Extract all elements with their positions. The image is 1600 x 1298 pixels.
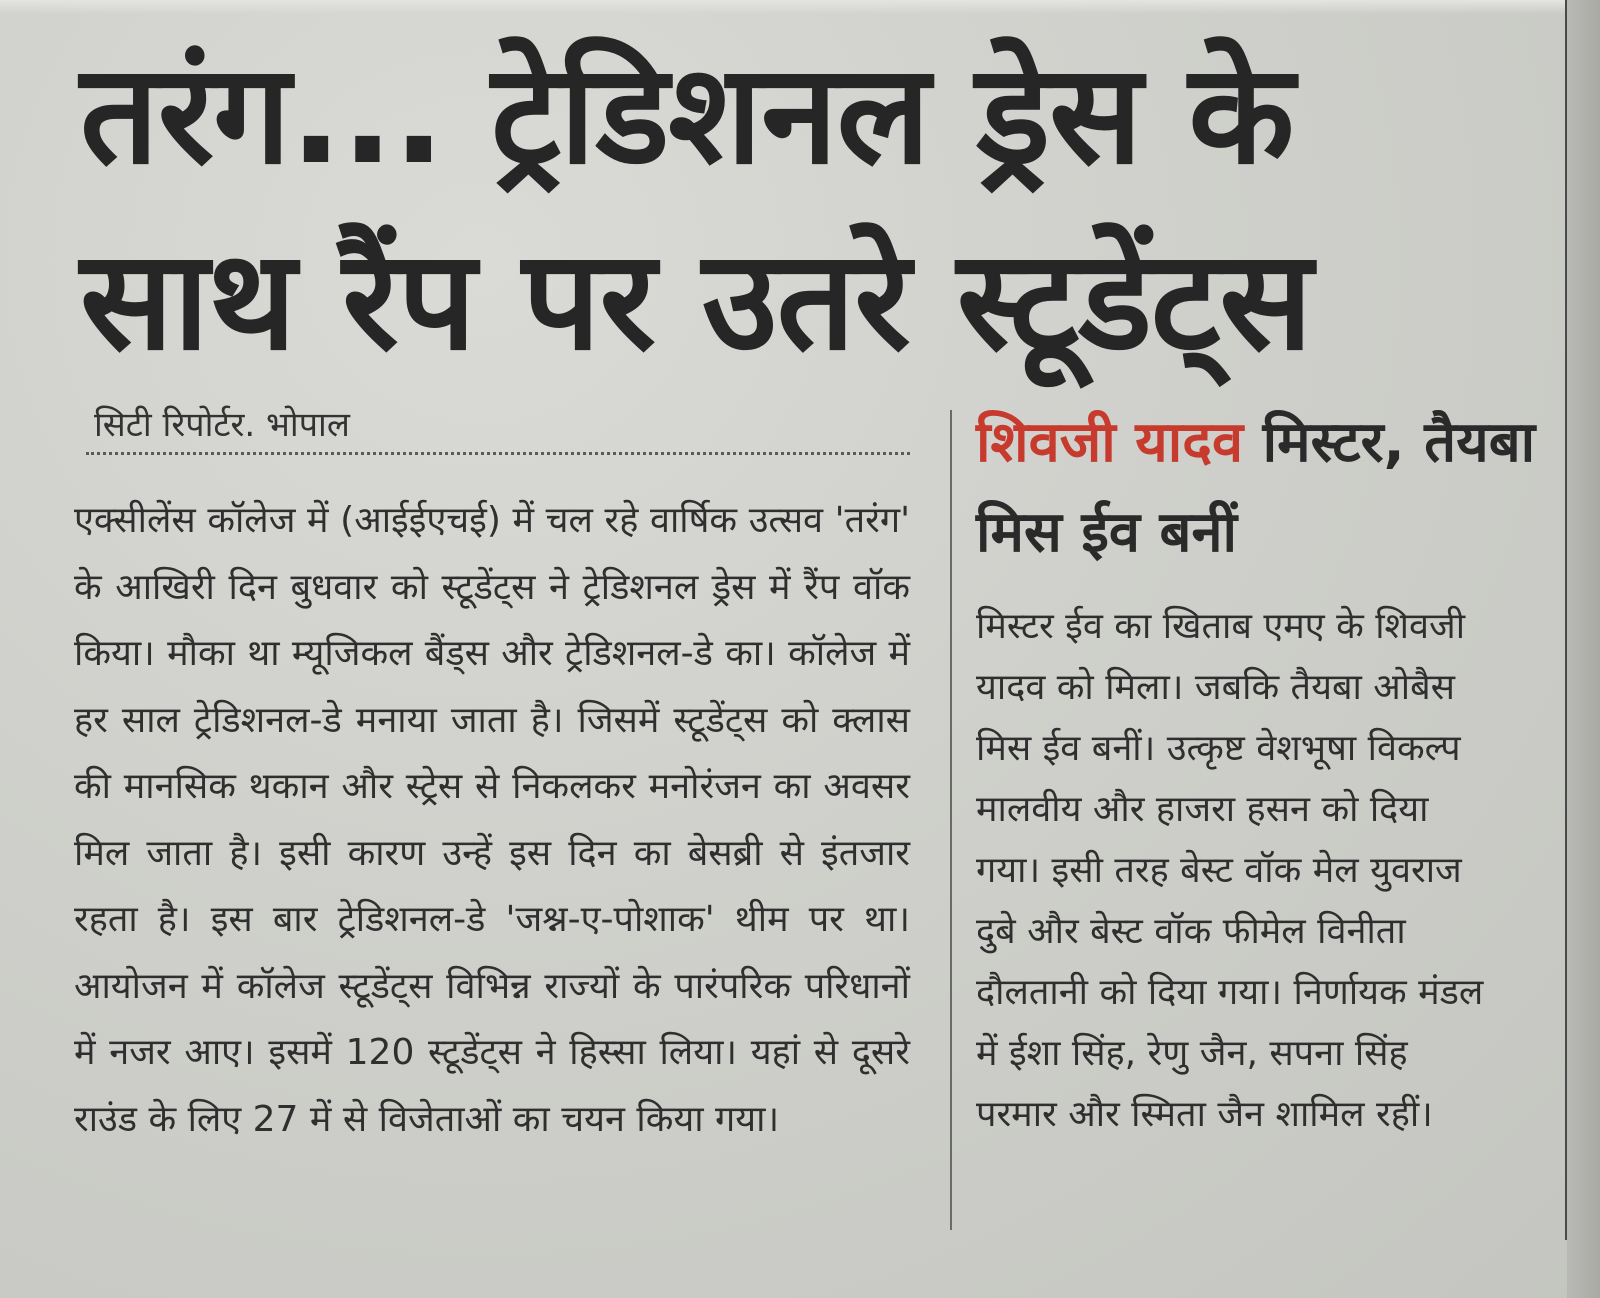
sidebar-body: मिस्टर ईव का खिताब एमए के शिवजी यादव को मिला। जबकि तैयबा ओबैस मिस ईव बनीं। उत्कृष्ट वेशभूषा विकल्प मालवीय और हाजरा हसन को दिया गया। इसी तरह बेस्ट वॉक मेल युवराज दुबे और बेस्ट वॉक फीमेल विनीता दौलतानी को दिया गया। निर्णायक मंडल में ईशा सिंह, रेणु जैन, सपना सिंह परमार और स्मिता जैन शामिल रहीं। bbox=[976, 606, 1484, 1135]
right-margin-shadow bbox=[1567, 0, 1600, 1298]
right-column-rule bbox=[1565, 0, 1567, 1240]
main-headline: तरंग... ट्रेडिशनल ड्रेस के साथ रैंप पर उतरे स्टूडेंट्स bbox=[80, 34, 1312, 381]
byline: सिटी रिपोर्टर. भोपाल bbox=[94, 405, 350, 445]
paper-top-edge bbox=[0, 0, 1600, 14]
column-divider bbox=[950, 410, 952, 1230]
byline-dotted-rule bbox=[86, 452, 910, 455]
article-body: एक्सीलेंस कॉलेज में (आईईएचई) में चल रहे वार्षिक उत्सव 'तरंग' के आखिरी दिन बुधवार को स्टूडेंट्स ने ट्रेडिशनल ड्रेस में रैंप वॉक किया। मौका था म्यूजिकल बैंड्स और ट्रेडिशनल-डे का। कॉलेज में हर साल ट्रेडिशनल-डे मनाया जाता है। जिसमें स्टूडेंट्स को क्लास की मानसिक थकान और स्ट्रेस से निकलकर मनोरंजन का अवसर मिल जाता है। इसी कारण उन्हें इस दिन का बेसब्री से इंतजार रहता है। इस बार ट्रेडिशनल-डे 'जश्न-ए-पोशाक' थीम पर था। आयोजन में कॉलेज स्टूडेंट्स विभिन्न राज्यों के पारंपरिक परिधानों में नजर आए। इसमें 120 स्टूडेंट्स ने हिस्सा लिया। यहां से दूसरे राउंड के लिए 27 में से विजेताओं का चयन किया गया। bbox=[74, 500, 910, 1140]
sidebar-headline-rest: मिस्टर, तैयबा मिस ईव बनीं bbox=[976, 410, 1536, 565]
sidebar-headline-highlight: शिवजी यादव bbox=[976, 410, 1244, 475]
sidebar-headline bbox=[976, 398, 1556, 578]
